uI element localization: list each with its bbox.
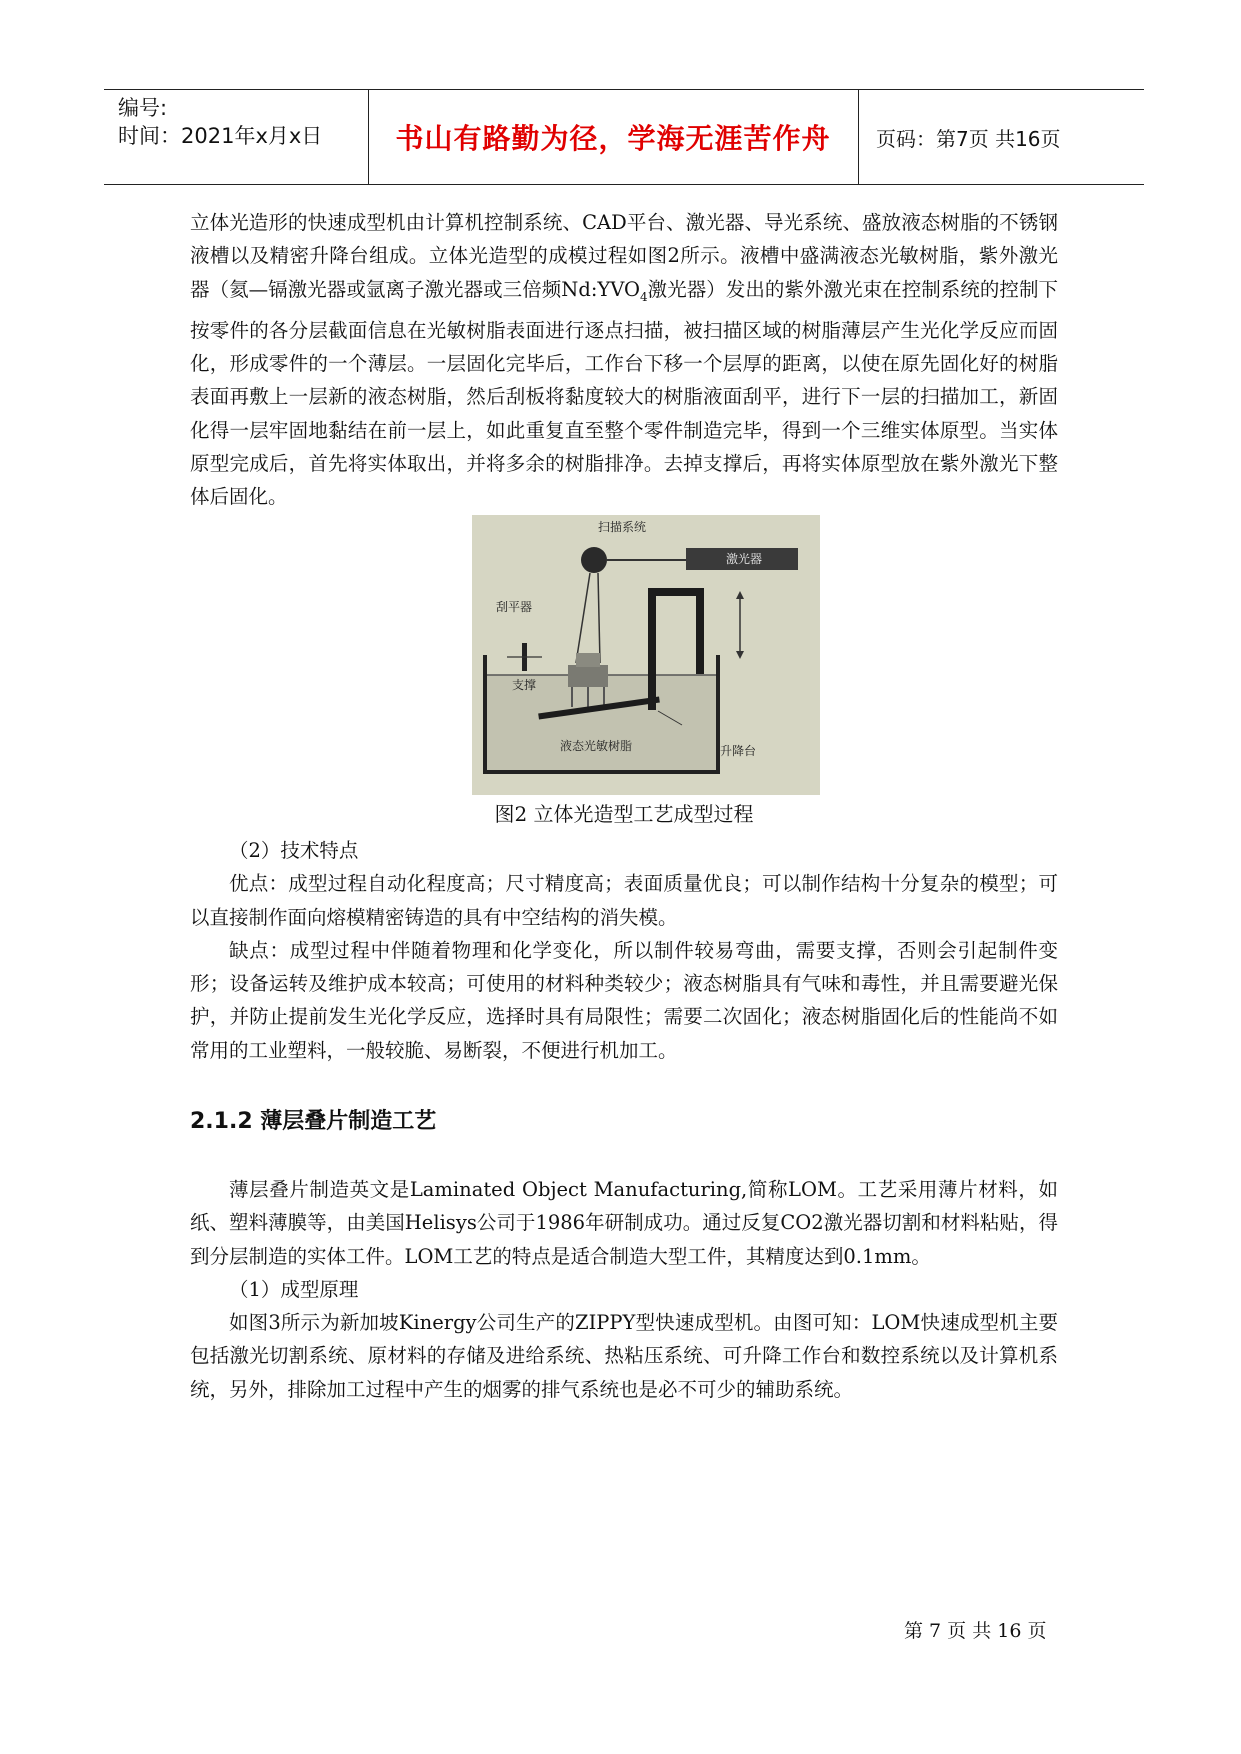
scraper-label: 刮平器 [496,600,533,614]
figure-caption: 图2 立体光造型工艺成型过程 [494,802,754,826]
header-page-info: 页码：第7页 共16页 [876,127,1061,151]
para1-text: 立体光造形的快速成型机由计算机控制系统、CAD平台、激光器、导光系统、盛放液态树脂的不锈钢液槽以及精密升降台组成。立体光造型的成模过程如图2所示。液槽中盛满液态光敏树脂，紫外激光器（氦—镉激光器或氩离子激光器或三倍频Nd:YVO [190,211,1058,301]
principle-paragraph: 如图3所示为新加坡Kinergy公司生产的ZIPPY型快速成型机。由图可知：LOM快速成型机主要包括激光切割系统、原材料的存储及进给系统、热粘压系统、可升降工作台和数控系统以及计算机系统，另外，排除加工过程中产生的烟雾的排气系统也是必不可少的辅助系统。 [190,1311,1058,1401]
lom-intro-paragraph: 薄层叠片制造英文是Laminated Object Manufacturing,简称LOM。工艺采用薄片材料，如纸、塑料薄膜等，由美国Helisys公司于1986年研制成功。通过反复CO2激光器切割和材料粘贴，得到分层制造的实体工件。LOM工艺的特点是适合制造大型工件，其精度达到0.1mm。 [190,1178,1058,1268]
elevator-arm [696,588,704,674]
elevator-arm [648,588,704,596]
header-divider [858,90,859,184]
part-top [576,653,600,667]
tech-heading: （2）技术特点 [229,839,359,862]
principle-heading: （1）成型原理 [229,1277,359,1301]
section-title: 2.1.2 薄层叠片制造工艺 [190,1109,437,1134]
header-left [118,94,322,150]
advantages-paragraph: 优点：成型过程自动化程度高；尺寸精度高；表面质量优良；可以制作结构十分复杂的模型；可以直接制作面向熔模精密铸造的具有中空结构的消失模。 [190,872,1058,929]
figure-2-diagram [472,515,820,795]
para1-end: 激光器）发出的紫外激光束在控制系统的控制下按零件的各分层截面信息在光敏树脂表面进行逐点扫描，被扫描区域的树脂薄层产生光化学反应而固化，形成零件的一个薄层。一层固化完毕后，工作台下移一个层厚的距离，以使在原先固化好的树脂表面再敷上一层新的液态树脂，然后刮板将黏度较大的树脂液面刮平，进行下一层的扫描加工，新固化得一层牢固地黏结在前一层上，如此重复直至整个零件制造完毕，得到一个三维实体原型。当实体原型完成后，首先将实体取出，并将多余的树脂排净。去掉支撑后，再将实体原型放在紫外激光下整体后固化。 [190,277,1058,509]
part-block [568,665,608,687]
scan-system-icon [581,547,607,573]
scan-label: 扫描系统 [598,520,647,534]
resin-label: 液态光敏树脂 [560,739,633,753]
intro-paragraph [190,206,1058,514]
lift-label: 升降台 [720,744,757,758]
page-header [104,89,1144,185]
sla-process-diagram [472,515,820,795]
tech-features [190,834,1058,1067]
header-motto: 书山有路勤为径，学海无涯苦作舟 [395,122,831,155]
elevator-arm [648,588,656,710]
disadvantages-paragraph: 缺点：成型过程中伴随着物理和化学变化，所以制件较易弯曲，需要支撑，否则会引起制件变形；设备运转及维护成本较高；可使用的材料种类较少；液态树脂具有气味和毒性，并且需要避光保护，并防止提前发生光化学反应，选择时具有局限性；需要二次固化；液态树脂固化后的性能尚不如常用的工业塑料，一般较脆、易断裂，不便进行机加工。 [190,938,1058,1062]
laser-label: 激光器 [726,552,763,566]
subscript: 4 [640,289,648,304]
page-footer: 第 7 页 共 16 页 [904,1620,1047,1642]
time-label: 时间：2021年x月x日 [118,124,323,148]
lom-section [190,1173,1058,1406]
support-label: 支撑 [512,678,537,692]
number-label: 编号: [118,96,168,120]
